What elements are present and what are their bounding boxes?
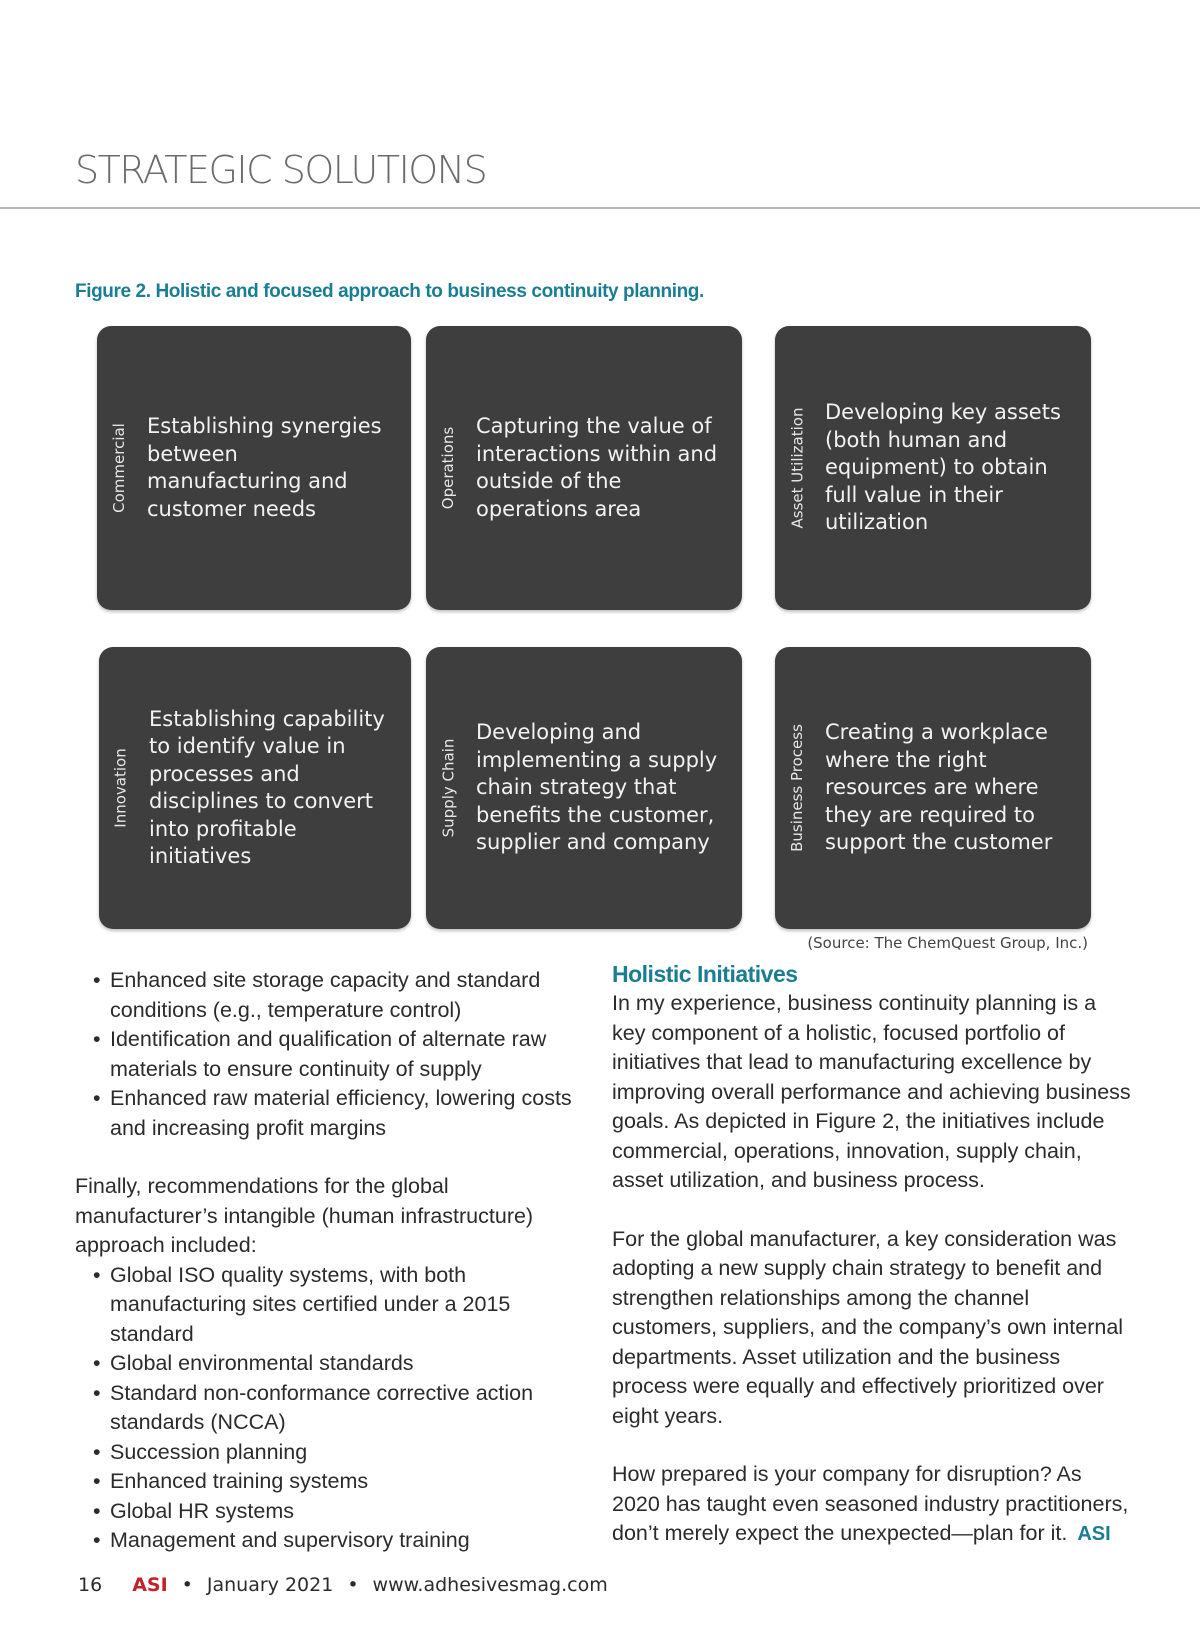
tile-text: Establishing synergies between manufacturing and customer needs — [147, 414, 382, 521]
paragraph — [612, 1460, 1132, 1550]
tile-text: Creating a workplace where the right resources are where they are required to support the customer — [825, 720, 1053, 855]
website-link[interactable]: www.adhesivesmag.com — [372, 1574, 608, 1596]
paragraph: For the global manufacturer, a key consideration was adopting a new supply chain strategy to benefit and strengthen relationships among the channel customers, suppliers, and the company’s own internal departments. Asset utilization and the business process were equally and effectively prioritized over eight years. — [612, 1226, 1124, 1428]
tile-side-label: Business Process — [788, 724, 807, 852]
list-item: • Standard non-conformance corrective action standards (NCCA) — [93, 1379, 595, 1438]
tile-side-label: Supply Chain — [439, 738, 458, 838]
section-title: STRATEGIC SOLUTIONS — [75, 148, 487, 192]
list-item: • Identification and qualification of alternate raw materials to ensure continuity of supply — [93, 1025, 595, 1084]
subheading: Holistic Initiatives — [612, 961, 798, 987]
tile-text: Capturing the value of interactions within and outside of the operations area — [476, 414, 718, 521]
list-item: • Enhanced site storage capacity and standard conditions (e.g., temperature control) — [93, 966, 595, 1025]
tile-business-process — [775, 647, 1091, 929]
paragraph-text: How prepared is your company for disruption? As 2020 has taught even seasoned industry practitioners, don’t merely expect the unexpected—plan for it. — [612, 1462, 1129, 1545]
tile-commercial — [97, 326, 411, 610]
tile-innovation — [99, 647, 411, 929]
left-column — [75, 966, 595, 1556]
list-item: • Global environmental standards — [93, 1349, 595, 1379]
header-rule — [0, 207, 1200, 209]
tile-operations — [426, 326, 742, 610]
tile-side-label: Innovation — [112, 748, 131, 828]
bullet-list — [75, 1261, 595, 1556]
list-item: • Management and supervisory training — [93, 1526, 595, 1556]
list-item: • Enhanced raw material efficiency, lowering costs and increasing profit margins — [93, 1084, 595, 1143]
footer-brand: ASI — [132, 1574, 168, 1596]
list-item: • Global HR systems — [93, 1497, 595, 1527]
tile-text: Establishing capability to identify value in processes and disciplines to convert into profitable initiatives — [149, 706, 385, 868]
issue-date: January 2021 — [206, 1574, 334, 1596]
right-column — [612, 961, 1132, 1550]
tile-side-label: Commercial — [110, 423, 128, 513]
figure-caption: Figure 2. Holistic and focused approach to business continuity planning. — [75, 281, 704, 302]
tile-asset-utilization — [775, 326, 1091, 610]
list-item: • Enhanced training systems — [93, 1467, 595, 1497]
tile-text: Developing key assets (both human and equipment) to obtain full value in their utilization — [825, 400, 1061, 535]
end-mark: ASI — [1077, 1523, 1111, 1545]
footer-separator: • — [181, 1574, 193, 1596]
list-item: • Succession planning — [93, 1438, 595, 1468]
bullet-list — [75, 966, 595, 1143]
paragraph: In my experience, business continuity planning is a key component of a holistic, focused portfolio of initiatives that lead to manufacturing excellence by improving overall performance and achieving business goals. As depicted in Figure 2, the initiatives include commercial, operations, innovation, supply chain, asset utilization, and business process. — [612, 991, 1131, 1192]
page-footer — [78, 1574, 608, 1596]
page-number: 16 — [78, 1574, 103, 1596]
footer-separator: • — [347, 1574, 359, 1596]
figure-source: (Source: The ChemQuest Group, Inc.) — [807, 934, 1088, 952]
list-item: • Global ISO quality systems, with both manufacturing sites certified under a 2015 standard — [93, 1261, 595, 1350]
tile-side-label: Asset Utilization — [788, 407, 806, 529]
paragraph: Finally, recommendations for the global manufacturer’s intangible (human infrastructure) approach included: — [75, 1174, 534, 1257]
tile-text: Developing and implementing a supply chain strategy that benefits the customer, supplier and company — [476, 720, 718, 855]
tile-side-label: Operations — [439, 426, 457, 510]
tile-supply-chain — [426, 647, 742, 929]
